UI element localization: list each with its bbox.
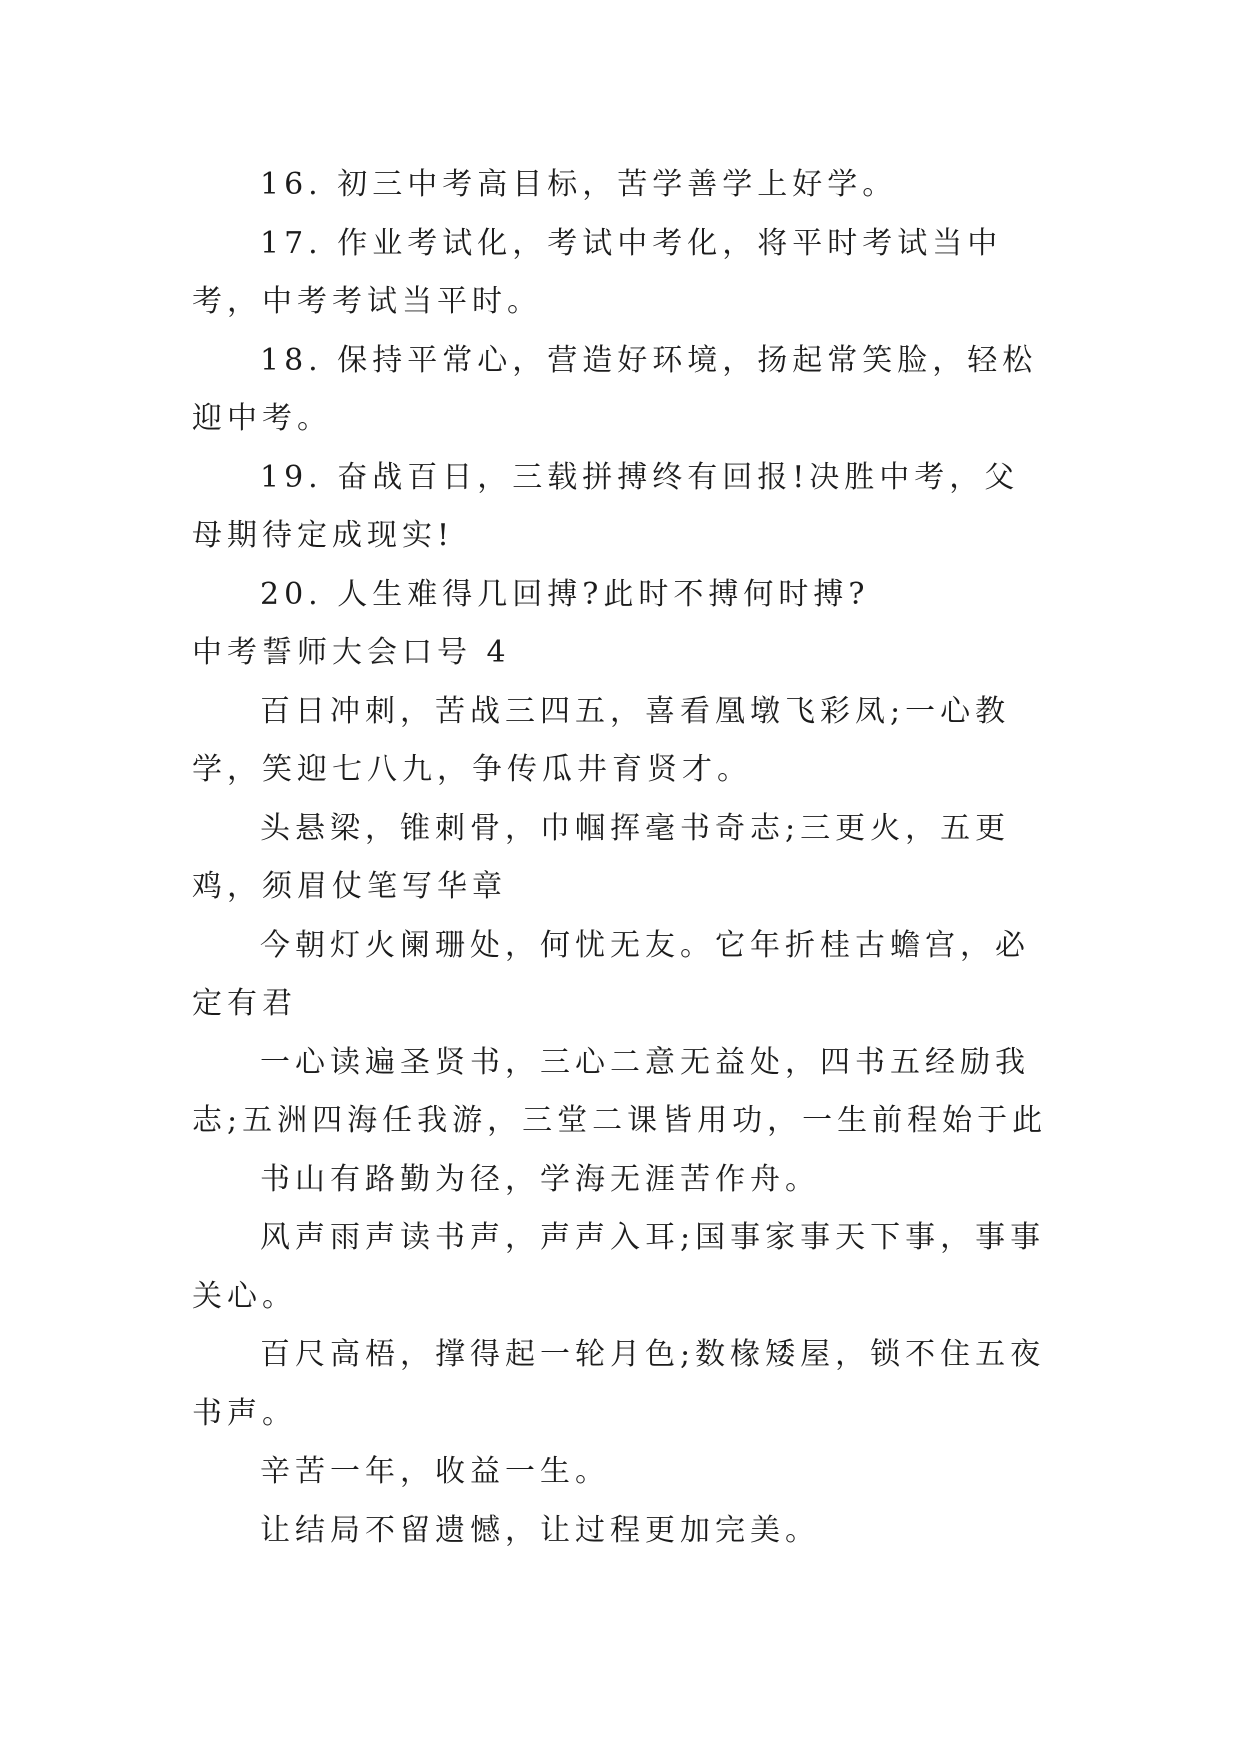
body-text [192,156,1052,1560]
slogan-paragraph: 书山有路勤为径，学海无涯苦作舟。 [260,1161,820,1197]
slogan-paragraph: 今朝灯火阑珊处，何忧无友。它年折桂古蟾宫，必定有君 [192,927,1030,1021]
slogan-paragraph: 辛苦一年，收益一生。 [260,1454,610,1489]
paragraph-17: 17. 作业考试化，考试中考化，将平时考试当中考，中考考试当平时。 [192,225,1003,319]
section-heading: 中考誓师大会口号 4 [192,635,511,670]
slogan-paragraph: 一心读遍圣贤书，三心二意无益处，四书五经励我志;五洲四海任我游，三堂二课皆用功，一生前程始于此 [192,1044,1048,1138]
slogan-paragraph: 让结局不留遗憾，让过程更加完美。 [260,1512,820,1548]
paragraph-18: 18. 保持平常心，营造好环境，扬起常笑脸，轻松迎中考。 [192,342,1038,436]
paragraph-19: 19. 奋战百日，三载拼搏终有回报!决胜中考，父母期待定成现实! [192,459,1020,553]
slogan-paragraph: 风声雨声读书声，声声入耳;国事家事天下事，事事关心。 [192,1220,1046,1314]
slogan-paragraph: 百日冲刺，苦战三四五，喜看凰墩飞彩凤;一心教学，笑迎七八九，争传瓜井育贤才。 [192,693,1011,787]
slogan-paragraph: 头悬梁，锥刺骨，巾帼挥毫书奇志;三更火，五更鸡，须眉仗笔写华章 [192,810,1011,904]
paragraph-16: 16. 初三中考高目标，苦学善学上好学。 [260,167,898,202]
slogan-paragraph: 百尺高梧，撑得起一轮月色;数椽矮屋，锁不住五夜书声。 [192,1337,1046,1431]
paragraph-20: 20. 人生难得几回搏?此时不搏何时搏? [260,576,870,612]
